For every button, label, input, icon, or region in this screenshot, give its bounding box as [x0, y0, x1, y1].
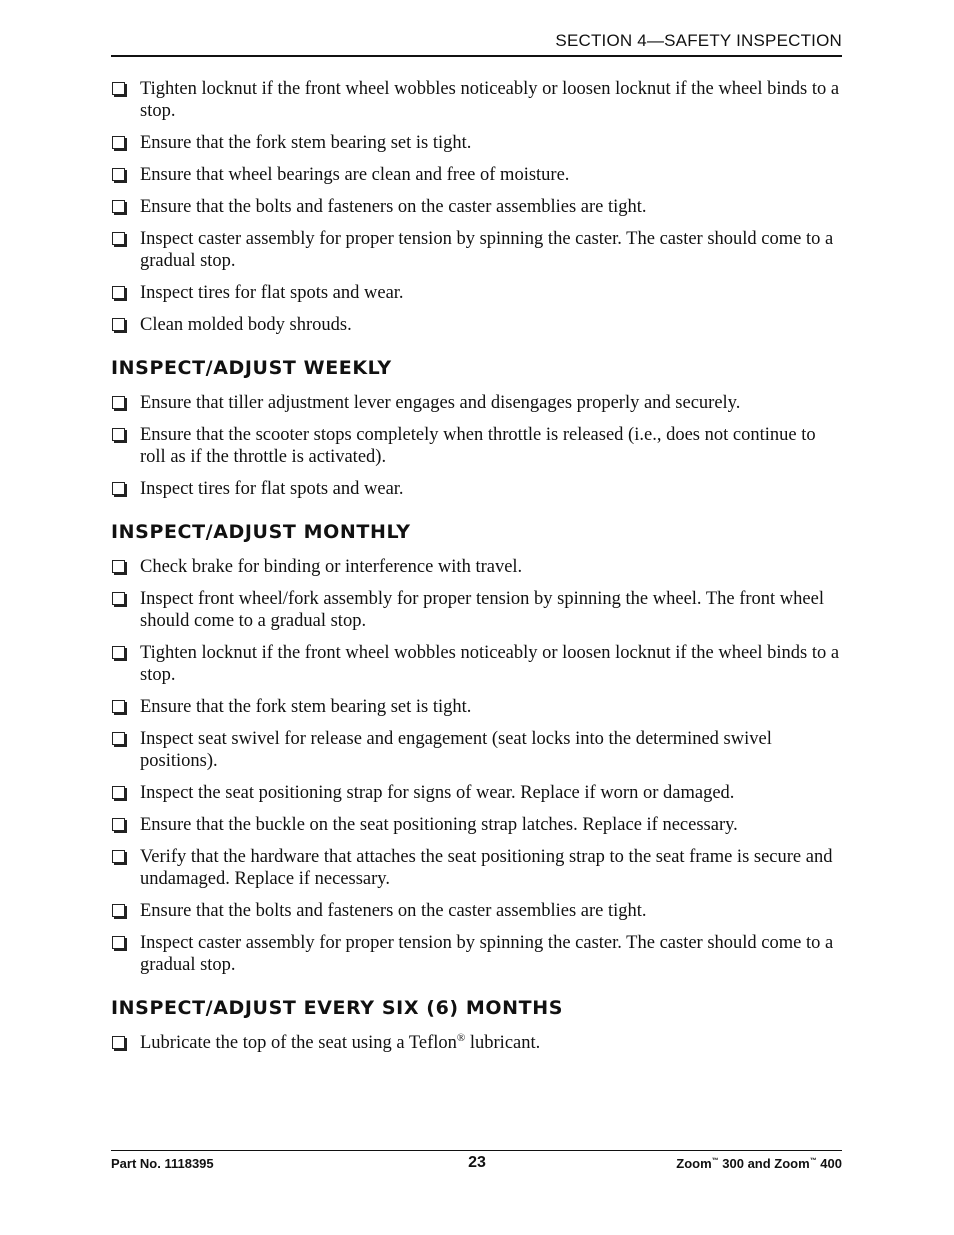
checklist-item: Inspect tires for flat spots and wear. — [111, 282, 842, 304]
checklist-item: Ensure that the bolts and fasteners on the caster assemblies are tight. — [111, 196, 842, 218]
checklist-item: Ensure that the scooter stops completely when throttle is released (i.e., does not continue to roll as if the throttle is activated). — [111, 424, 842, 468]
checklist-item: Tighten locknut if the front wheel wobbles noticeably or loosen locknut if the wheel binds to a stop. — [111, 642, 842, 686]
checkbox-icon — [112, 168, 125, 181]
checklist-item: Ensure that the buckle on the seat positioning strap latches. Replace if necessary. — [111, 814, 842, 836]
registered-mark: ® — [456, 1031, 466, 1044]
checklist-item: Lubricate the top of the seat using a Teflon® lubricant. — [111, 1032, 842, 1054]
checkbox-icon — [112, 936, 125, 949]
checklist-item: Inspect caster assembly for proper tension by spinning the caster. The caster should come to a gradual stop. — [111, 932, 842, 976]
part-number: Part No. 1118395 — [111, 1156, 214, 1171]
checklist-item: Inspect the seat positioning strap for signs of wear. Replace if worn or damaged. — [111, 782, 842, 804]
weekly-checklist — [111, 392, 842, 500]
checkbox-icon — [112, 136, 125, 149]
trademark-mark: ™ — [711, 1157, 719, 1165]
checklist-item: Check brake for binding or interference with travel. — [111, 556, 842, 578]
trademark-mark: ™ — [809, 1157, 817, 1165]
checklist-item: Ensure that the bolts and fasteners on the caster assemblies are tight. — [111, 900, 842, 922]
section-header: SECTION 4—SAFETY INSPECTION — [555, 31, 842, 50]
page-number: 23 — [468, 1154, 486, 1171]
checkbox-icon — [112, 646, 125, 659]
checklist-item: Ensure that tiller adjustment lever engages and disengages properly and securely. — [111, 392, 842, 414]
checkbox-icon — [112, 732, 125, 745]
checkbox-icon — [112, 592, 125, 605]
monthly-checklist — [111, 556, 842, 976]
checkbox-icon — [112, 786, 125, 799]
six-months-heading: INSPECT/ADJUST EVERY SIX (6) MONTHS — [111, 997, 563, 1019]
checklist-item: Inspect tires for flat spots and wear. — [111, 478, 842, 500]
checkbox-icon — [112, 818, 125, 831]
page-content — [111, 78, 842, 1064]
checklist-item: Ensure that the fork stem bearing set is tight. — [111, 696, 842, 718]
header-rule — [111, 55, 842, 57]
checkbox-icon — [112, 82, 125, 95]
product-name: Zoom™ 300 and Zoom™ 400 — [676, 1156, 842, 1171]
monthly-heading: INSPECT/ADJUST MONTHLY — [111, 521, 411, 543]
checkbox-icon — [112, 904, 125, 917]
checklist-item: Inspect seat swivel for release and engagement (seat locks into the determined swivel positions). — [111, 728, 842, 772]
checklist-item: Ensure that wheel bearings are clean and free of moisture. — [111, 164, 842, 186]
footer-rule — [111, 1150, 842, 1151]
checklist-item: Clean molded body shrouds. — [111, 314, 842, 336]
checklist-item: Verify that the hardware that attaches the seat positioning strap to the seat frame is secure and undamaged. Replace if necessary. — [111, 846, 842, 890]
checklist-item: Tighten locknut if the front wheel wobbles noticeably or loosen locknut if the wheel binds to a stop. — [111, 78, 842, 122]
checklist-item: Inspect front wheel/fork assembly for proper tension by spinning the wheel. The front wheel should come to a gradual stop. — [111, 588, 842, 632]
intro-checklist — [111, 78, 842, 336]
six-months-checklist — [111, 1032, 842, 1054]
checkbox-icon — [112, 560, 125, 573]
checklist-item: Ensure that the fork stem bearing set is tight. — [111, 132, 842, 154]
checkbox-icon — [112, 850, 125, 863]
weekly-heading: INSPECT/ADJUST WEEKLY — [111, 357, 392, 379]
checkbox-icon — [112, 318, 125, 331]
checkbox-icon — [112, 200, 125, 213]
checkbox-icon — [112, 232, 125, 245]
checkbox-icon — [112, 286, 125, 299]
checklist-item: Inspect caster assembly for proper tension by spinning the caster. The caster should come to a gradual stop. — [111, 228, 842, 272]
checkbox-icon — [112, 428, 125, 441]
checkbox-icon — [112, 482, 125, 495]
checkbox-icon — [112, 1036, 125, 1049]
checkbox-icon — [112, 700, 125, 713]
checkbox-icon — [112, 396, 125, 409]
